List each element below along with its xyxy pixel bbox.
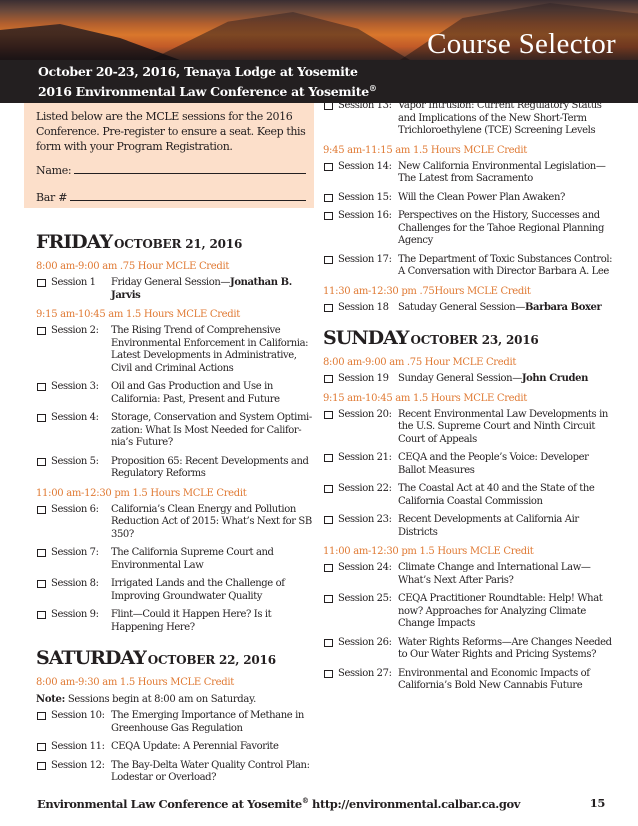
- session-6[interactable]: Session 6: California’s Clean Energy and Pollution Reduction Act of 2015: What’s Next for SB 350?: [36, 504, 314, 542]
- name-blank-line[interactable]: [74, 173, 306, 174]
- session-11[interactable]: Session 11: CEQA Update: A Perennial Favorite: [36, 741, 314, 754]
- footer-conference-name: Environmental Law Conference at Yosemite®: [37, 796, 309, 811]
- time-block: 11:00 am-12:30 pm 1.5 Hours MCLE Credit: [36, 487, 247, 499]
- session-checkbox[interactable]: [37, 414, 46, 422]
- session-27[interactable]: Session 27: Environmental and Economic Impacts of California’s Bold New Cannabis Future: [323, 668, 613, 693]
- session-9[interactable]: Session 9: Flint—Could it Happen Here? Is it Happening Here?: [36, 609, 314, 634]
- session-13[interactable]: Session 13: Vapor Intrusion: Current Regulatory Status and Implications of the New Short-Term Trichloroethylene (TCE) Screening Levels: [323, 100, 613, 138]
- session-4[interactable]: Session 4: Storage, Conservation and System Optimi-zation: What Is Most Needed for Califor-nia’s Future?: [36, 412, 314, 450]
- sunday-heading: SUNDAY OCTOBER 23, 2016: [323, 327, 539, 349]
- banner-title: Course Selector: [427, 28, 616, 60]
- session-checkbox[interactable]: [324, 256, 333, 264]
- time-block: 8:00 am-9:00 am .75 Hour MCLE Credit: [323, 357, 517, 368]
- saturday-note: Note: Sessions begin at 8:00 am on Saturday.: [36, 694, 256, 705]
- session-22[interactable]: Session 22: The Coastal Act at 40 and the State of the California Coastal Commission: [323, 483, 613, 508]
- session-25[interactable]: Session 25: CEQA Practitioner Roundtable: Help! What now? Approaches for Analyzing Climate Change Impacts: [323, 593, 613, 631]
- page-footer: [37, 796, 605, 812]
- session-checkbox[interactable]: [37, 458, 46, 466]
- registration-instructions: Listed below are the MCLE sessions for the 2016 Conference. Pre-register to ensure a seat. Keep this form with your Program Registration.: [36, 110, 306, 153]
- yosemite-banner-image: [0, 0, 638, 60]
- session-1[interactable]: Session 1 Friday General Session—Jonathan B. Jarvis: [36, 277, 314, 302]
- page-number: 15: [589, 796, 605, 810]
- friday-heading: FRIDAY OCTOBER 21, 2016: [36, 231, 243, 253]
- session-checkbox[interactable]: [37, 611, 46, 619]
- session-15[interactable]: Session 15: Will the Clean Power Plan Awaken?: [323, 192, 613, 205]
- session-3[interactable]: Session 3: Oil and Gas Production and Use in California: Past, Present and Future: [36, 381, 314, 406]
- session-8[interactable]: Session 8: Irrigated Lands and the Challenge of Improving Groundwater Quality: [36, 578, 314, 603]
- session-checkbox[interactable]: [37, 549, 46, 557]
- session-checkbox[interactable]: [324, 454, 333, 462]
- session-7[interactable]: Session 7: The California Supreme Court and Environmental Law: [36, 547, 314, 572]
- session-16[interactable]: Session 16: Perspectives on the History, Successes and Challenges for the Tahoe Regional Planning Agency: [323, 210, 613, 248]
- session-10[interactable]: Session 10: The Emerging Importance of Methane in Greenhouse Gas Regulation: [36, 710, 314, 735]
- session-21[interactable]: Session 21: CEQA and the People’s Voice: Developer Ballot Measures: [323, 452, 613, 477]
- session-checkbox[interactable]: [324, 212, 333, 220]
- page-header: [0, 0, 638, 103]
- saturday-heading: SATURDAY OCTOBER 22, 2016: [36, 647, 276, 669]
- right-column: [323, 100, 613, 699]
- registered-mark: ®: [368, 83, 377, 93]
- speaker-name: Barbara Boxer: [524, 301, 602, 313]
- session-19[interactable]: Session 19 Sunday General Session—John Cruden: [323, 373, 613, 386]
- registration-box: [24, 103, 314, 208]
- session-5[interactable]: Session 5: Proposition 65: Recent Developments and Regulatory Reforms: [36, 456, 314, 481]
- session-checkbox[interactable]: [324, 564, 333, 572]
- session-checkbox[interactable]: [324, 194, 333, 202]
- time-block: 9:15 am-10:45 am 1.5 Hours MCLE Credit: [36, 309, 241, 320]
- session-checkbox[interactable]: [324, 595, 333, 603]
- conference-name: 2016 Environmental Law Conference at Yosemite®: [38, 83, 377, 100]
- conference-title-band: [0, 60, 638, 103]
- session-18[interactable]: Session 18 Satuday General Session—Barbara Boxer: [323, 302, 613, 315]
- speaker-name: Jonathan B. Jarvis: [111, 277, 292, 301]
- bar-number-field[interactable]: [36, 191, 306, 204]
- speaker-name: John Cruden: [521, 373, 588, 384]
- time-block: 9:15 am-10:45 am 1.5 Hours MCLE Credit: [323, 392, 528, 404]
- name-field[interactable]: [36, 164, 306, 177]
- session-checkbox[interactable]: [37, 383, 46, 391]
- footer-url-link[interactable]: http://environmental.calbar.ca.gov: [308, 796, 521, 811]
- session-12[interactable]: Session 12: The Bay-Delta Water Quality Control Plan: Lodestar or Overload?: [36, 760, 314, 785]
- session-17[interactable]: Session 17: The Department of Toxic Substances Control: A Conversation with Director Barbara A. Lee: [323, 254, 613, 279]
- session-26[interactable]: Session 26: Water Rights Reforms—Are Changes Needed to Our Water Rights and Pricing Systems?: [323, 637, 613, 662]
- session-checkbox[interactable]: [37, 743, 46, 751]
- session-checkbox[interactable]: [324, 375, 333, 383]
- session-checkbox[interactable]: [324, 163, 333, 171]
- session-2[interactable]: Session 2: The Rising Trend of Comprehensive Environmental Enforcement in California: Latest Developments in Administrative, Civil and Criminal Actions: [36, 325, 314, 375]
- session-checkbox[interactable]: [324, 102, 333, 110]
- session-checkbox[interactable]: [37, 712, 46, 720]
- session-checkbox[interactable]: [37, 580, 46, 588]
- session-checkbox[interactable]: [37, 279, 46, 287]
- session-checkbox[interactable]: [324, 516, 333, 524]
- session-checkbox[interactable]: [37, 506, 46, 514]
- session-24[interactable]: Session 24: Climate Change and International Law—What’s Next After Paris?: [323, 562, 613, 587]
- left-column: [36, 230, 314, 791]
- session-checkbox[interactable]: [324, 670, 333, 678]
- conference-dates-venue: October 20-23, 2016, Tenaya Lodge at Yosemite: [38, 64, 358, 79]
- session-23[interactable]: Session 23: Recent Developments at California Air Districts: [323, 514, 613, 539]
- session-20[interactable]: Session 20: Recent Environmental Law Developments in the U.S. Supreme Court and Ninth Circuit Court of Appeals: [323, 409, 613, 447]
- time-block: 9:45 am-11:15 am 1.5 Hours MCLE Credit: [323, 144, 528, 156]
- session-checkbox[interactable]: [324, 304, 333, 312]
- time-block: 8:00 am-9:00 am .75 Hour MCLE Credit: [36, 261, 230, 272]
- session-checkbox[interactable]: [324, 485, 333, 493]
- bar-number-label: Bar #: [36, 191, 68, 204]
- name-label: Name:: [36, 164, 72, 177]
- time-block: 11:00 am-12:30 pm 1.5 Hours MCLE Credit: [323, 546, 534, 557]
- bar-number-blank-line[interactable]: [70, 200, 306, 201]
- time-block: 11:30 am-12:30 pm .75Hours MCLE Credit: [323, 285, 531, 297]
- session-checkbox[interactable]: [324, 639, 333, 647]
- session-checkbox[interactable]: [37, 327, 46, 335]
- session-checkbox[interactable]: [324, 411, 333, 419]
- time-block: 8:00 am-9:30 am 1.5 Hours MCLE Credit: [36, 677, 234, 688]
- session-checkbox[interactable]: [37, 762, 46, 770]
- session-14[interactable]: Session 14: New California Environmental Legislation—The Latest from Sacramento: [323, 161, 613, 186]
